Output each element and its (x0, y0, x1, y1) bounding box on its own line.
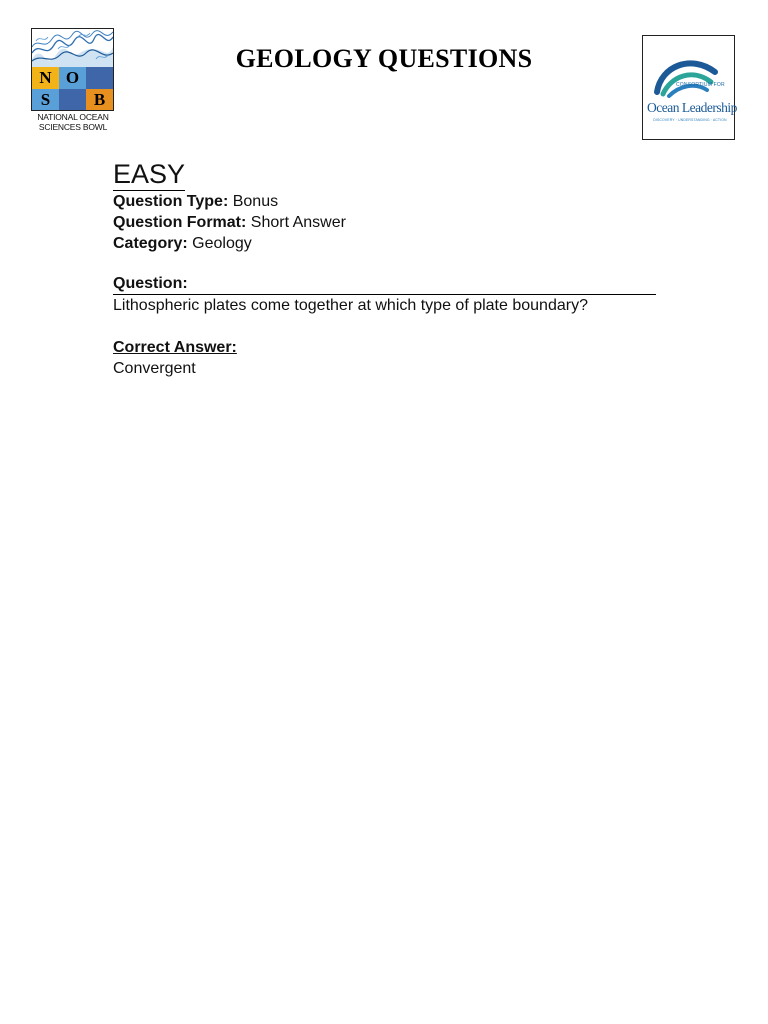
ocean-leadership-text: Ocean Leadership (647, 100, 737, 115)
nosb-caption (27, 112, 119, 132)
nosb-logo (27, 26, 119, 138)
nosb-caption-line2: SCIENCES BOWL (38, 122, 108, 132)
ocean-leadership-logo (642, 35, 735, 140)
nosb-cell-n: N (32, 67, 59, 89)
nosb-cell-s: S (32, 89, 59, 111)
nosb-cell-b: B (86, 89, 113, 111)
question-label: Question: (113, 274, 656, 295)
question-type-label: Question Type: (113, 193, 229, 210)
correct-answer-text: Convergent (113, 360, 196, 377)
question-type-line (113, 191, 658, 212)
category-line (113, 233, 658, 254)
correct-answer-label: Correct Answer: (113, 339, 237, 356)
question-type-value: Bonus (232, 193, 279, 210)
question-card (113, 158, 658, 379)
question-format-value: Short Answer (250, 214, 346, 231)
question-format-label: Question Format: (113, 214, 247, 231)
nosb-cell-o: O (59, 67, 86, 89)
consortium-text: CONSORTIUM FOR (676, 82, 725, 88)
nosb-caption-line1: NATIONAL OCEAN (37, 112, 109, 122)
nosb-cell-blank-bottom (59, 89, 86, 111)
difficulty-level: EASY (113, 159, 186, 189)
page-title: GEOLOGY QUESTIONS (235, 44, 533, 73)
category-label: Category: (113, 235, 188, 252)
question-format-line (113, 212, 658, 233)
wave-arcs-icon (651, 50, 727, 98)
tagline-text: DISCOVERY · UNDERSTANDING · ACTION (653, 118, 727, 122)
category-value: Geology (192, 235, 252, 252)
question-text: Lithospheric plates come together at which type of plate boundary? (113, 297, 588, 314)
